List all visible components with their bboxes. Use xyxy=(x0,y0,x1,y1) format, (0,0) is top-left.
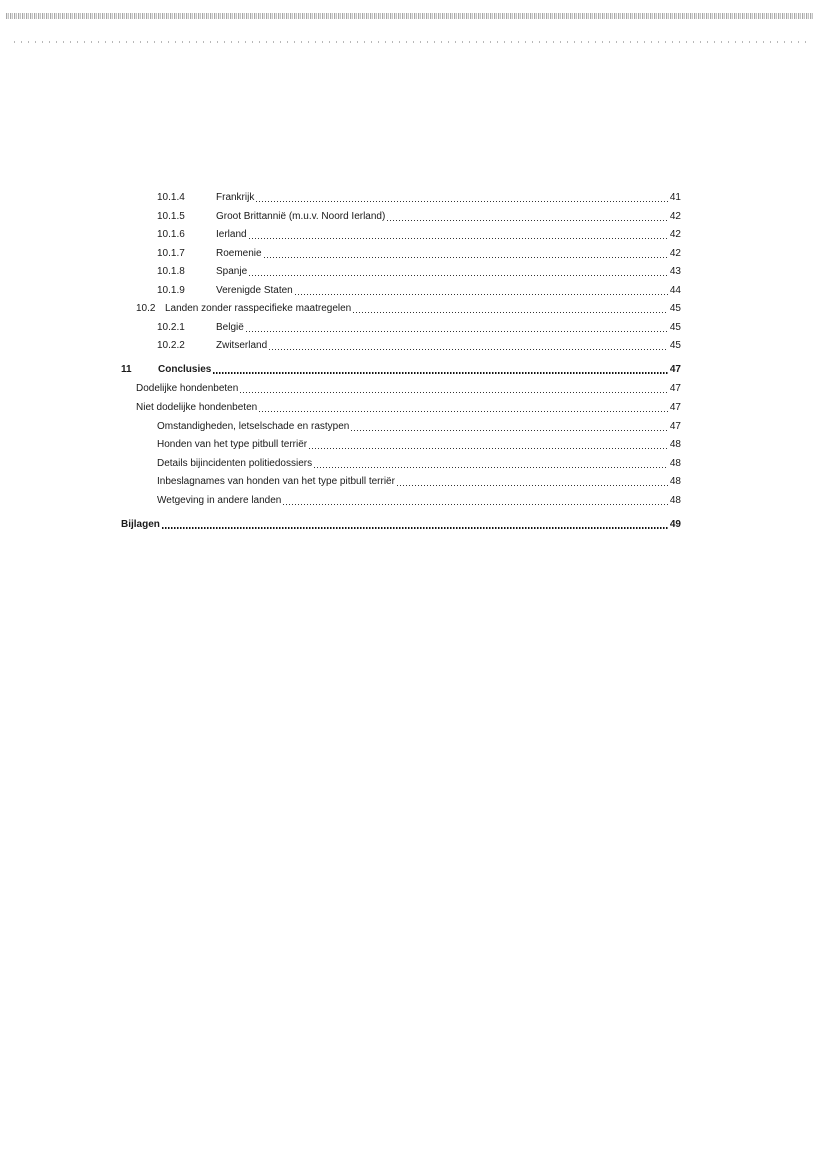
toc-title: Details bijincidenten politiedossiers xyxy=(157,458,313,469)
toc-page-number: 49 xyxy=(669,519,681,530)
toc-title: België xyxy=(216,322,244,333)
toc-entry-10-1-6[interactable] xyxy=(157,226,681,244)
toc-entry-omstandigheden[interactable] xyxy=(157,418,681,436)
toc-number: 10.1.7 xyxy=(157,248,185,259)
toc-leader xyxy=(249,275,668,276)
toc-title: Spanje xyxy=(216,266,248,277)
toc-title: Inbeslagnames van honden van het type pitbull terriër xyxy=(157,476,395,487)
toc-title: Ierland xyxy=(216,229,247,240)
toc-leader xyxy=(246,331,668,332)
toc-page-number: 48 xyxy=(669,476,681,487)
toc-entry-bijlagen[interactable] xyxy=(121,516,681,534)
toc-entry-10-2[interactable] xyxy=(136,300,681,318)
scan-edge-artifact xyxy=(6,13,814,19)
toc-leader xyxy=(213,372,668,374)
toc-entry-honden-pitbull[interactable] xyxy=(157,436,681,454)
toc-page-number: 42 xyxy=(669,211,681,222)
toc-title: Landen zonder rasspecifieke maatregelen xyxy=(165,303,352,314)
toc-page-number: 43 xyxy=(669,266,681,277)
toc-leader xyxy=(240,392,668,393)
toc-leader xyxy=(259,411,668,412)
toc-number: 10.1.6 xyxy=(157,229,185,240)
toc-title: Omstandigheden, letselschade en rastypen xyxy=(157,421,350,432)
toc-page-number: 42 xyxy=(669,248,681,259)
toc-number: 11 xyxy=(121,364,132,375)
toc-entry-chapter-11[interactable] xyxy=(121,361,681,379)
toc-number: 10.2.1 xyxy=(157,322,185,333)
toc-entry-dodelijke-hondenbeten[interactable] xyxy=(136,380,681,398)
toc-page-number: 47 xyxy=(669,402,681,413)
toc-entry-niet-dodelijke-hondenbeten[interactable] xyxy=(136,399,681,417)
toc-leader xyxy=(295,294,668,295)
toc-number: 10.2 xyxy=(136,303,156,314)
toc-entry-inbeslagnames[interactable] xyxy=(157,473,681,491)
toc-page-number: 47 xyxy=(669,421,681,432)
toc-leader xyxy=(309,448,668,449)
toc-number: 10.2.2 xyxy=(157,340,185,351)
toc-leader xyxy=(162,527,668,529)
toc-page-number: 48 xyxy=(669,439,681,450)
toc-leader xyxy=(269,349,668,350)
toc-number: 10.1.8 xyxy=(157,266,185,277)
toc-page-number: 41 xyxy=(669,192,681,203)
toc-leader xyxy=(353,312,668,313)
toc-title: Bijlagen xyxy=(121,519,160,530)
toc-page-number: 45 xyxy=(669,303,681,314)
toc-leader xyxy=(249,238,668,239)
toc-number: 10.1.4 xyxy=(157,192,185,203)
toc-title: Honden van het type pitbull terriër xyxy=(157,439,308,450)
toc-title: Wetgeving in andere landen xyxy=(157,495,282,506)
toc-number: 10.1.9 xyxy=(157,285,185,296)
toc-title: Dodelijke hondenbeten xyxy=(136,383,239,394)
toc-leader xyxy=(314,467,668,468)
toc-entry-10-1-8[interactable] xyxy=(157,263,681,281)
toc-page-number: 47 xyxy=(669,383,681,394)
toc-page-number: 42 xyxy=(669,229,681,240)
toc-leader xyxy=(283,504,668,505)
toc-title: Niet dodelijke hondenbeten xyxy=(136,402,258,413)
toc-page-number: 48 xyxy=(669,458,681,469)
toc-title: Conclusies xyxy=(158,364,212,375)
toc-entry-10-1-5[interactable] xyxy=(157,208,681,226)
toc-entry-details-incidenten[interactable] xyxy=(157,455,681,473)
toc-leader xyxy=(256,201,668,202)
toc-entry-10-1-4[interactable] xyxy=(157,189,681,207)
toc-entry-wetgeving[interactable] xyxy=(157,492,681,510)
toc-title: Verenigde Staten xyxy=(216,285,293,296)
toc-entry-10-1-7[interactable] xyxy=(157,245,681,263)
toc-leader xyxy=(351,430,668,431)
toc-title: Frankrijk xyxy=(216,192,255,203)
toc-title: Groot Brittannië (m.u.v. Noord Ierland) xyxy=(216,211,386,222)
toc-leader xyxy=(264,257,668,258)
toc-title: Zwitserland xyxy=(216,340,268,351)
toc-leader xyxy=(397,485,668,486)
toc-page-number: 44 xyxy=(669,285,681,296)
scan-noise-line xyxy=(14,41,812,43)
toc-entry-10-2-1[interactable] xyxy=(157,319,681,337)
toc-entry-10-1-9[interactable] xyxy=(157,282,681,300)
toc-page-number: 48 xyxy=(669,495,681,506)
toc-number: 10.1.5 xyxy=(157,211,185,222)
toc-entry-10-2-2[interactable] xyxy=(157,337,681,355)
toc-page-number: 47 xyxy=(669,364,681,375)
toc-title: Roemenie xyxy=(216,248,262,259)
toc-page-number: 45 xyxy=(669,340,681,351)
toc-leader xyxy=(387,220,668,221)
toc-page-number: 45 xyxy=(669,322,681,333)
